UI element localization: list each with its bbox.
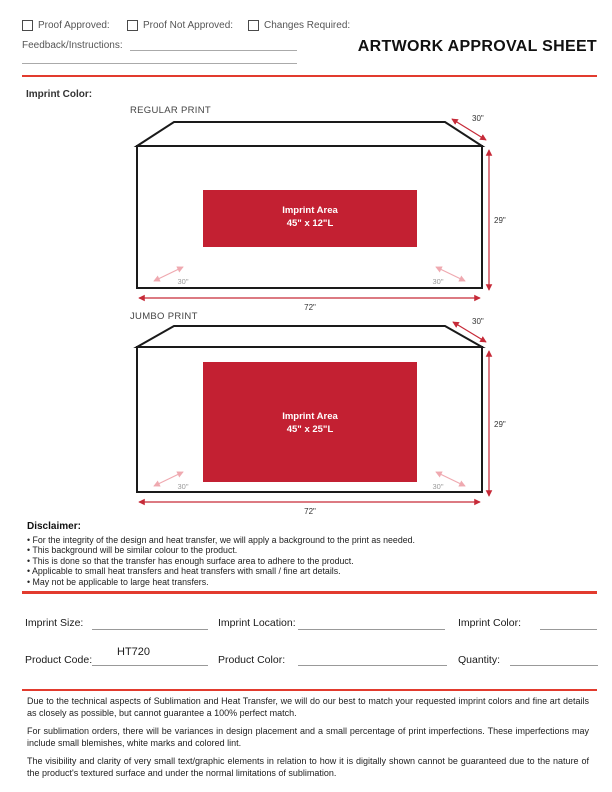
- header-divider: [22, 75, 597, 77]
- jumbo-height-dim: 29": [494, 420, 506, 429]
- jumbo-imprint-area-line2: 45" x 25"L: [286, 424, 334, 435]
- product-color-label: Product Color:: [218, 654, 286, 666]
- product-code-value: HT720: [117, 646, 151, 658]
- product-color-field[interactable]: [298, 665, 447, 666]
- form-top-divider: [22, 591, 597, 594]
- imprint-color-section-label: Imprint Color:: [26, 89, 93, 100]
- imprint-color-field[interactable]: [540, 629, 597, 630]
- feedback-line-1[interactable]: [130, 50, 297, 51]
- imprint-size-label: Imprint Size:: [25, 617, 84, 629]
- jumbo-print-diagram: [120, 314, 520, 520]
- changes-required-label: Changes Required:: [264, 20, 351, 31]
- jumbo-imprint-area: [203, 362, 417, 482]
- footer-divider: [22, 689, 597, 691]
- disclaimer-bullet: • This is done so that the transfer has enough surface area to adhere to the product.: [27, 555, 354, 566]
- quantity-field[interactable]: [510, 665, 598, 666]
- disclaimer: [27, 522, 477, 588]
- product-code-field[interactable]: [92, 665, 208, 666]
- jumbo-width-dim: 72": [304, 507, 316, 516]
- footer-paragraph: Due to the technical aspects of Sublimation and Heat Transfer, we will do our best to match your requested imprint colors and fine art details as closely as possible, but cannot guarantee a 100% perfect match.: [27, 696, 589, 718]
- footer-paragraph: For sublimation orders, there will be variances in design placement and a small percentage of print imperfections. These imperfections may include small blemishes, white marks and colored lint.: [27, 726, 589, 748]
- imprint-color-label: Imprint Color:: [458, 617, 522, 629]
- jumbo-imprint-area-line1: Imprint Area: [282, 411, 338, 422]
- disclaimer-title: Disclaimer:: [27, 521, 81, 532]
- proof-not-approved-option: [127, 20, 233, 31]
- imprint-size-field[interactable]: [92, 629, 208, 630]
- imprint-location-label: Imprint Location:: [218, 617, 296, 629]
- feedback-line-2[interactable]: [22, 63, 297, 64]
- imprint-location-field[interactable]: [298, 629, 445, 630]
- changes-required-checkbox[interactable]: [248, 20, 259, 31]
- disclaimer-bullet: • For the integrity of the design and heat transfer, we will apply a background to the print as needed.: [27, 534, 415, 545]
- proof-not-approved-label: Proof Not Approved:: [143, 20, 234, 31]
- proof-not-approved-checkbox[interactable]: [127, 20, 138, 31]
- regular-top-face: [137, 122, 482, 146]
- jumbo-corner-right-dim: 30": [432, 482, 444, 491]
- jumbo-corner-left-dim: 30": [177, 482, 189, 491]
- jumbo-print-title: JUMBO PRINT: [130, 311, 198, 322]
- regular-print-diagram: [120, 110, 520, 312]
- proof-approved-option: [22, 20, 110, 31]
- proof-approved-checkbox[interactable]: [22, 20, 33, 31]
- page-title: ARTWORK APPROVAL SHEET: [357, 38, 597, 55]
- regular-print-title: REGULAR PRINT: [130, 105, 211, 116]
- feedback-instructions-label: Feedback/Instructions:: [22, 40, 123, 51]
- quantity-label: Quantity:: [458, 654, 501, 666]
- regular-imprint-area-line2: 45" x 12"L: [286, 218, 334, 229]
- disclaimer-bullet: • Applicable to small heat transfers and heat transfers with small / fine art details.: [27, 566, 341, 577]
- jumbo-top-face: [137, 326, 482, 347]
- footer-paragraph: The visibility and clarity of very small text/graphic elements in relation to how it is digitally shown cannot be guaranteed due to the nature of the product's textured surface and under the normal limitations of sublimation.: [27, 756, 589, 778]
- regular-width-dim: 72": [304, 303, 316, 312]
- disclaimer-bullet: • May not be applicable to large heat transfers.: [27, 576, 209, 587]
- proof-approved-label: Proof Approved:: [38, 20, 110, 31]
- regular-imprint-area-line1: Imprint Area: [282, 205, 338, 216]
- regular-height-dim: 29": [494, 216, 506, 225]
- regular-depth-dim: 30": [472, 114, 484, 123]
- disclaimer-bullet: • This background will be similar colour to the product.: [27, 545, 238, 556]
- footer-notes: [27, 696, 589, 786]
- regular-corner-left-dim: 30": [177, 277, 189, 286]
- product-code-label: Product Code:: [25, 654, 93, 666]
- changes-required-option: [248, 20, 350, 31]
- regular-corner-right-dim: 30": [432, 277, 444, 286]
- jumbo-depth-dim: 30": [472, 317, 484, 326]
